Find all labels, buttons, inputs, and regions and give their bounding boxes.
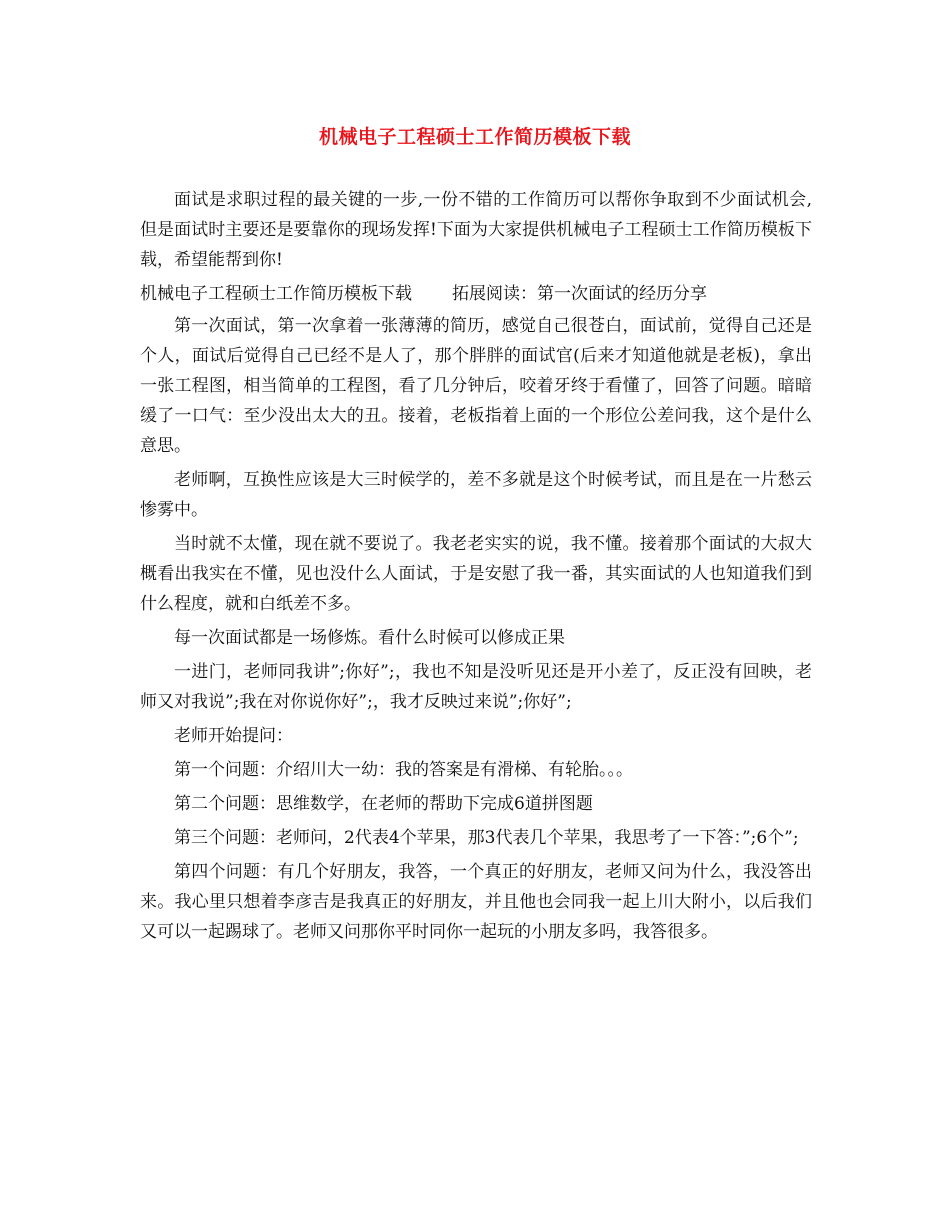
subheading-left: 机械电子工程硕士工作简历模板下载 [140,284,412,304]
body-paragraph: 第一次面试，第一次拿着一张薄薄的简历，感觉自己很苍白，面试前，觉得自己还是个人，面试后觉得自己已经不是人了，那个胖胖的面试官(后来才知道他就是老板)，拿出一张工程图，相当简单的工程图，看了几分钟后，咬着牙终于看懂了，回答了问题。暗暗缓了一口气：至少没出太大的丑。接着，老板指着上面的一个形位公差问我，这个是什么意思。 [140,316,812,456]
intro-paragraph: 面试是求职过程的最关键的一步,一份不错的工作简历可以帮你争取到不少面试机会,但是面试时主要还是要靠你的现场发挥!下面为大家提供机械电子工程硕士工作简历模板下载，希望能帮到你! [140,190,812,270]
body-paragraph: 每一次面试都是一场修炼。看什么时候可以修成正果 [174,628,565,648]
body-paragraph: 第三个问题：老师问，2代表4个苹果，那3代表几个苹果，我思考了一下答：”;6个”; [174,828,799,848]
body-paragraph: 老师开始提问： [174,726,293,746]
body-paragraph: 一进门，老师同我讲”;你好”;，我也不知是没听见还是开小差了，反正没有回映，老师又对我说”;我在对你说你好”;，我才反映过来说”;你好”; [140,662,812,712]
body-paragraph: 第四个问题：有几个好朋友，我答，一个真正的好朋友，老师又问为什么，我没答出来。我心里只想着李彦吉是我真正的好朋友，并且他也会同我一起上川大附小，以后我们又可以一起踢球了。老师又问那你平时同你一起玩的小朋友多吗，我答很多。 [140,862,812,942]
document-body [140,185,812,951]
body-paragraph: 老师啊，互换性应该是大三时候学的，差不多就是这个时候考试，而且是在一片愁云惨雾中。 [140,470,812,520]
subheading-line [140,279,812,309]
body-paragraph: 当时就不太懂，现在就不要说了。我老老实实的说，我不懂。接着那个面试的大叔大概看出我实在不懂，见也没什么人面试，于是安慰了我一番，其实面试的人也知道我们到什么程度，就和白纸差不多。 [140,534,812,614]
body-paragraph: 第一个问题：介绍川大一幼：我的答案是有滑梯、有轮胎。。。 [174,760,633,780]
body-paragraph: 第二个问题：思维数学，在老师的帮助下完成6道拼图题 [174,794,593,814]
document-title: 机械电子工程硕士工作简历模板下载 [318,126,631,148]
subheading-right: 拓展阅读：第一次面试的经历分享 [452,284,707,304]
